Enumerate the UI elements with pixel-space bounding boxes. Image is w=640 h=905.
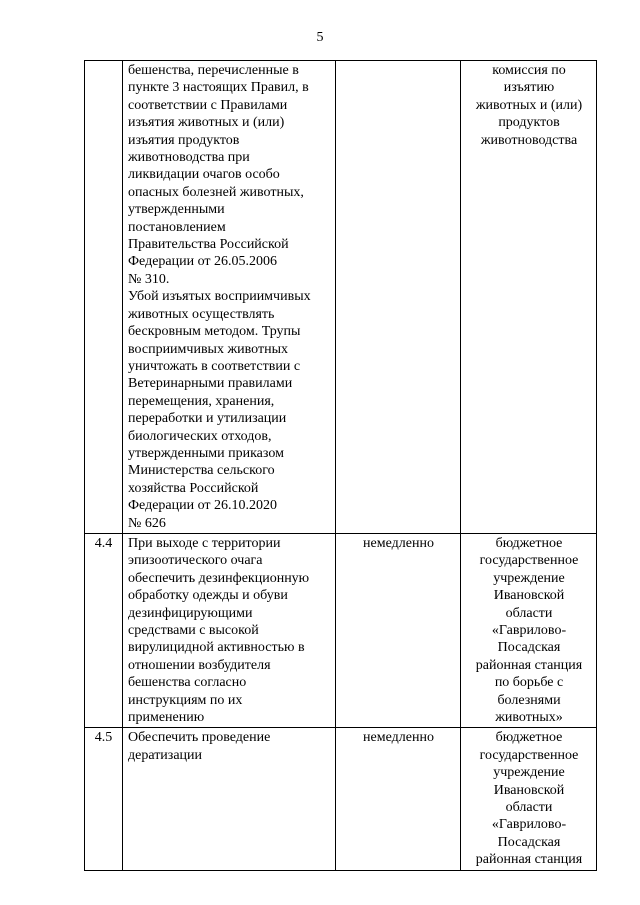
responsible-text-line: продуктов [498, 115, 560, 131]
responsible-text-line: животноводства [480, 132, 578, 148]
measure-text-line: восприимчивых животных [128, 341, 288, 357]
responsible-text-line: «Гаврилово- [491, 623, 567, 638]
measure-text-line: опасных болезней животных, [128, 184, 304, 200]
measure-text-line: биологических отходов, [128, 428, 272, 444]
measure-text-line: перемещения, хранения, [128, 393, 275, 409]
measure-text-line: изъятия продуктов [128, 132, 240, 148]
measure-text-line: утвержденными [128, 202, 225, 218]
measure-text-line: применению [128, 710, 205, 726]
responsible-text-line: Ивановской [493, 782, 565, 798]
table-body [85, 61, 597, 871]
responsible-text-line: Посадская [497, 640, 561, 656]
responsible-text-line: «Гаврилово- [491, 817, 567, 833]
measure-text-line: переработки и утилизации [128, 411, 287, 427]
responsible-text-line: государственное [479, 553, 579, 569]
measure-text-line: утвержденными приказом [128, 445, 284, 461]
measure-text-line: бескровным методом. Трупы [128, 324, 301, 340]
measure-text-line: Убой изъятых восприимчивых [128, 289, 311, 305]
responsible-text-line: Ивановской [493, 588, 565, 604]
measure-text-line: бешенства согласно [128, 675, 247, 691]
measure-text-line: обработку одежды и обуви [128, 588, 288, 604]
measure-text-line: отношении возбудителя [128, 657, 271, 673]
responsible-text-line: государственное [479, 747, 579, 763]
responsible-text-line: бюджетное [495, 535, 563, 551]
responsible-cell [461, 728, 597, 870]
responsible-text-line: болезнями [497, 692, 561, 708]
responsible-cell [461, 533, 597, 727]
measure-text-line: Обеспечить проведение [128, 730, 271, 746]
responsible-text-line: бюджетное [495, 730, 563, 746]
responsible-text-line: учреждение [493, 570, 565, 586]
responsible-cell [461, 61, 597, 534]
table-row [85, 61, 597, 534]
measure-text-line: При выходе с территории [128, 535, 281, 551]
measure-text-line: изъятия животных и (или) [128, 115, 285, 131]
measure-text-line: Правительства Российской [128, 237, 289, 253]
responsible-text-line: учреждение [493, 765, 565, 781]
responsible-text-line: Посадская [497, 834, 561, 850]
measures-table [84, 60, 597, 871]
measure-text-line: Министерства сельского [128, 463, 275, 479]
responsible-text-line: по борьбе с [494, 675, 564, 691]
responsible-text-line: районная станция [475, 657, 583, 673]
term-cell: немедленно [336, 533, 461, 727]
measure-text-line: дератизации [128, 747, 203, 763]
term-cell [336, 61, 461, 534]
measure-cell [123, 533, 336, 727]
responsible-text-line: области [505, 800, 553, 816]
measure-text-line: № 310. [128, 271, 170, 287]
term-cell: немедленно [336, 728, 461, 870]
measure-cell [123, 728, 336, 870]
measure-text-line: Федерации от 26.05.2006 [128, 254, 278, 270]
measure-text-line: постановлением [128, 219, 226, 235]
measure-text-line: ликвидации очагов особо [128, 167, 280, 183]
measure-text-line: бешенства, перечисленные в [128, 63, 299, 78]
measure-text-line: Ветеринарными правилами [128, 376, 293, 392]
measure-text-line: средствами с высокой [128, 623, 259, 638]
measure-text-line: Федерации от 26.10.2020 [128, 498, 278, 514]
measure-cell [123, 61, 336, 534]
item-number: 4.5 [85, 728, 123, 870]
measure-text-line: эпизоотического очага [128, 553, 263, 569]
measure-text-line: уничтожать в соответствии с [128, 358, 301, 374]
item-number: 4.4 [85, 533, 123, 727]
table-row [85, 728, 597, 870]
responsible-text-line: изъятию [503, 80, 555, 96]
measure-text-line: животноводства при [128, 150, 250, 166]
measure-text-line: соответствии с Правилами [128, 97, 288, 113]
measure-text-line: дезинфицирующими [128, 605, 253, 621]
responsible-text-line: области [505, 605, 553, 621]
responsible-text-line: комиссия по [492, 63, 566, 78]
measure-text-line: вирулицидной активностью в [128, 640, 305, 656]
measure-text-line: инструкциям по их [128, 692, 243, 708]
responsible-text-line: животных» [495, 710, 563, 726]
measure-text-line: обеспечить дезинфекционную [128, 570, 310, 586]
measure-text-line: пункте 3 настоящих Правил, в [128, 80, 309, 96]
responsible-text-line: животных и (или) [475, 97, 583, 113]
responsible-text-line: районная станция [475, 852, 583, 868]
measure-text-line: хозяйства Российской [128, 480, 259, 496]
measure-text-line: № 626 [128, 515, 166, 531]
item-number [85, 61, 123, 534]
measure-text-line: животных осуществлять [128, 306, 275, 322]
table-row [85, 533, 597, 727]
page-number: 5 [316, 30, 324, 45]
